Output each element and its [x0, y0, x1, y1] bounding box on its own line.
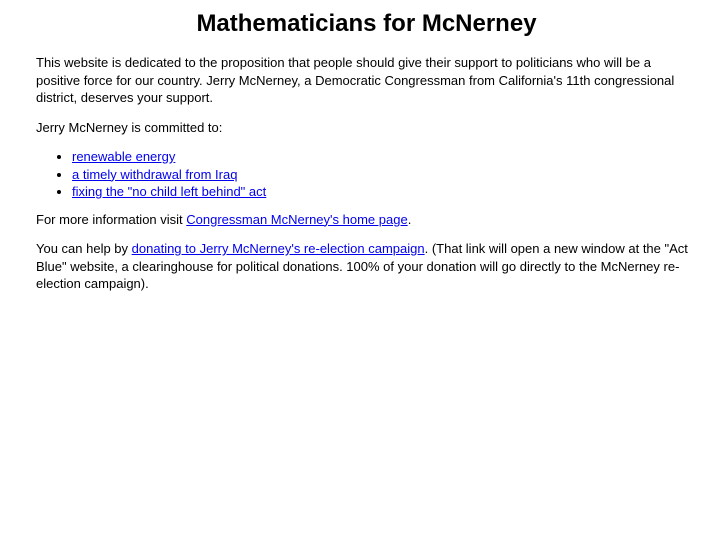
donate-prefix: You can help by — [36, 241, 132, 256]
link-no-child-left-behind[interactable]: fixing the "no child left behind" act — [72, 184, 267, 199]
more-info-prefix: For more information visit — [36, 211, 187, 227]
more-info-paragraph — [36, 211, 697, 229]
intro-paragraph: This website is dedicated to the proposition that people should give their support to politicians who will be a positive force for our country. Jerry McNerney, a Democratic Congressman from California's 11th congressional district, deserves your support. — [36, 55, 675, 105]
donate-paragraph — [36, 240, 697, 293]
donate-link[interactable]: donating to Jerry McNerney's re-election campaign — [131, 241, 425, 256]
list-item — [72, 148, 697, 166]
link-iraq-withdrawal[interactable]: a timely withdrawal from Iraq — [72, 166, 238, 182]
commitments-list — [36, 148, 697, 201]
page-title: Mathematicians for McNerney — [196, 10, 537, 37]
committed-label: Jerry McNerney is committed to: — [36, 119, 223, 135]
list-item — [72, 183, 697, 201]
link-renewable-energy[interactable]: renewable energy — [72, 149, 176, 164]
home-page-link[interactable]: Congressman McNerney's home page — [186, 211, 408, 227]
donate-suffix: . (That link will open a new window at the "Act Blue" website, a clearinghouse for political donations. 100% of your donation will go directly to the McNerney re-election campaign). — [36, 241, 688, 291]
more-info-suffix: . — [407, 211, 412, 227]
list-item — [72, 166, 697, 184]
